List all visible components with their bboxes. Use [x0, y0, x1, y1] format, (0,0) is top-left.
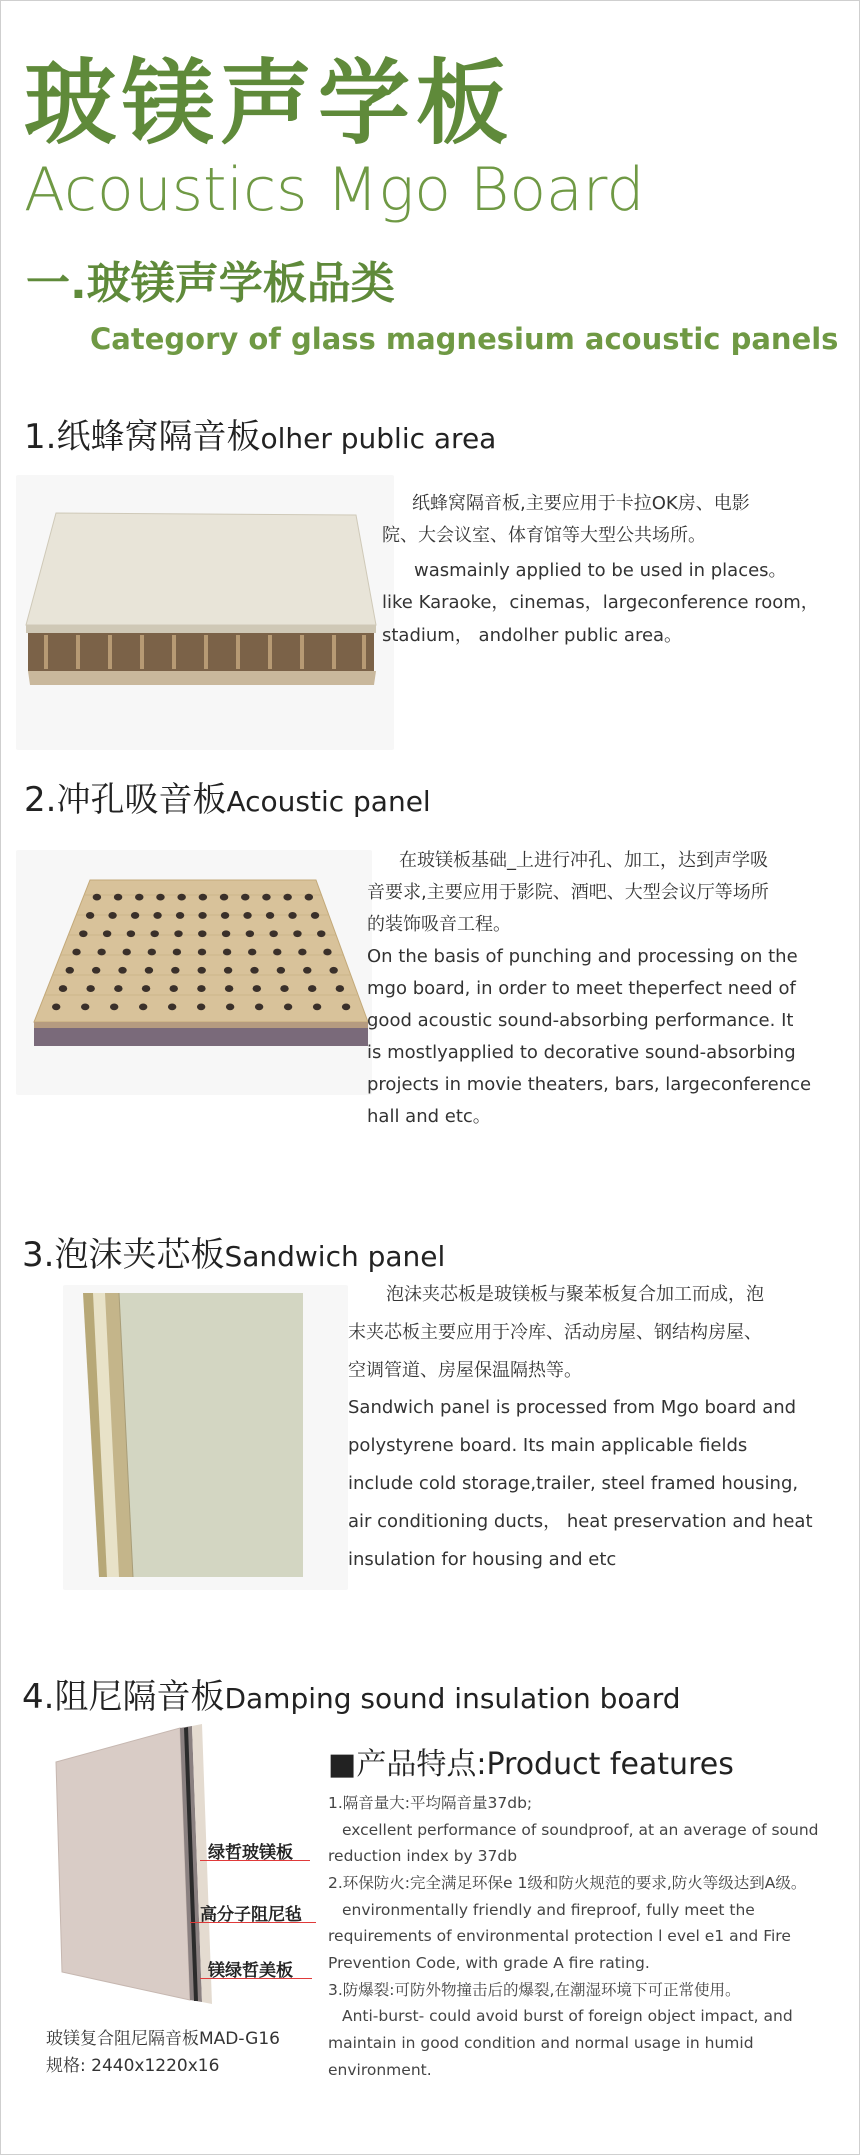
item3-desc-en-1: Sandwich panel is processed from Mgo board and: [348, 1397, 797, 1419]
perforation-hole: [131, 912, 139, 919]
perforation-hole: [342, 1003, 350, 1010]
perforation-hole: [197, 1003, 205, 1010]
layer3-label: 镁绿哲美板: [208, 1961, 293, 1981]
perforation-hole: [329, 967, 337, 974]
perforation-hole: [127, 930, 135, 937]
perforation-hole: [298, 949, 306, 956]
perforation-hole: [151, 930, 159, 937]
perforation-hole: [277, 967, 285, 974]
perforation-hole: [114, 894, 122, 901]
item1-title-cn: 1.纸蜂窝隔音板: [24, 417, 261, 457]
perforation-hole: [173, 949, 181, 956]
perforation-hole: [284, 1003, 292, 1010]
feature2-title: 2.环保防火:完全满足环保e 1级和防火规范的要求,防火等级达到A级。: [328, 1873, 807, 1892]
perforation-hole: [313, 1003, 321, 1010]
feature2-en-2: requirements of environmental protection l evel e1 and Fire: [328, 1927, 791, 1946]
page-title-en: Acoustics Mgo Board: [24, 155, 645, 225]
item2-title-en: Acoustic panel: [226, 785, 431, 818]
item2-desc-en-1: On the basis of punching and processing on the: [367, 946, 798, 968]
perforation-hole: [269, 930, 277, 937]
perforation-hole: [110, 1003, 118, 1010]
perforation-hole: [308, 985, 316, 992]
perforation-hole: [171, 967, 179, 974]
feature2-en-3: Prevention Code, with grade A fire rating.: [328, 1953, 650, 1972]
perforation-hole: [293, 930, 301, 937]
item1-desc-en-3: stadium， andolher public area。: [382, 624, 683, 646]
perforation-hole: [153, 912, 161, 919]
perforation-hole: [224, 967, 232, 974]
perforation-hole: [283, 894, 291, 901]
perforation-hole: [145, 967, 153, 974]
item3-desc-cn-1: 泡沫夹芯板是玻镁板与聚苯板复合加工而成，泡: [386, 1284, 764, 1305]
perforation-hole: [174, 930, 182, 937]
item2-desc-cn-2: 音要求,主要应用于影院、酒吧、大型会议厅等场所: [367, 882, 769, 904]
sandwich-panel-image: [63, 1285, 348, 1590]
perforation-hole: [221, 912, 229, 919]
item2-desc-en-5: projects in movie theaters, bars, largeconference: [367, 1074, 812, 1096]
perforation-hole: [303, 967, 311, 974]
item3-desc-en-3: include cold storage,trailer, steel framed housing,: [348, 1472, 799, 1494]
feature1-en-2: reduction index by 37db: [328, 1847, 518, 1866]
perforation-hole: [255, 1003, 263, 1010]
feature1-title: 1.隔音量大:平均隔音量37db;: [328, 1794, 533, 1812]
perforation-hole: [248, 949, 256, 956]
item3-desc-cn-2: 末夹芯板主要应用于冷库、活动房屋、钢结构房屋、: [348, 1321, 762, 1343]
perforation-hole: [92, 967, 100, 974]
perforation-hole: [79, 930, 87, 937]
feature3-en-3: environment.: [328, 2060, 432, 2079]
perforation-hole: [103, 930, 111, 937]
perforation-hole: [114, 985, 122, 992]
perforation-hole: [123, 949, 131, 956]
item2-desc-en-4: is mostlyapplied to decorative sound-absorbing: [367, 1042, 796, 1064]
item1-desc-cn-1: 纸蜂窝隔音板,主要应用于卡拉OK房、电影: [412, 493, 750, 514]
item2-desc-en-2: mgo board, in order to meet theperfect need of: [367, 978, 796, 1000]
features-heading: ■产品特点:Product features: [328, 1747, 734, 1782]
perforation-hole: [246, 930, 254, 937]
item3-heading: [22, 1235, 446, 1275]
item2-title-cn: 2.冲孔吸音板: [24, 780, 227, 820]
perforation-hole: [93, 894, 101, 901]
perforation-hole: [139, 1003, 147, 1010]
item2-desc-en-3: good acoustic sound-absorbing performance. It: [367, 1010, 794, 1032]
perforation-hole: [243, 912, 251, 919]
item3-desc-en-2: polystyrene board. Its main applicable fields: [348, 1435, 748, 1457]
feature3-en-1: Anti-burst- could avoid burst of foreign object impact, and: [342, 2007, 793, 2026]
perforation-hole: [52, 1003, 60, 1010]
perforation-hole: [225, 985, 233, 992]
item1-heading: [24, 417, 497, 457]
feature1-en-1: excellent performance of soundproof, at an average of sound: [342, 1820, 819, 1839]
item3-desc-en-4: air conditioning ducts， heat preservation and heat: [348, 1510, 813, 1532]
perforation-hole: [250, 967, 258, 974]
perforation-hole: [262, 894, 270, 901]
page-title-cn: 玻镁声学板: [24, 50, 515, 157]
perforation-hole: [266, 912, 274, 919]
category-title-cn: 一.玻镁声学板品类: [26, 258, 395, 309]
perforation-hole: [148, 949, 156, 956]
item3-title-en: Sandwich panel: [224, 1240, 446, 1273]
layer2-label: 高分子阻尼毡: [200, 1905, 302, 1925]
perforation-hole: [197, 985, 205, 992]
item1-title-en: olher public area: [260, 422, 497, 455]
perforation-hole: [288, 912, 296, 919]
perforation-hole: [177, 894, 185, 901]
item2-desc-cn-1: 在玻镁板基础_上进行冲孔、加工，达到声学吸: [399, 850, 768, 871]
perforation-hole: [241, 894, 249, 901]
damping-board-image: [50, 1722, 340, 2012]
perforation-hole: [198, 930, 206, 937]
feature3-title: 3.防爆裂:可防外物撞击后的爆裂,在潮湿环境下可正常使用。: [328, 1980, 741, 1999]
item1-description: [382, 488, 842, 652]
item2-desc-cn-3: 的装饰吸音工程。: [367, 914, 511, 936]
perforation-hole: [86, 912, 94, 919]
item4-title-en: Damping sound insulation board: [224, 1682, 681, 1715]
caption-model: 玻镁复合阻尼隔音板MAD-G16: [46, 2029, 280, 2049]
perforation-hole: [280, 985, 288, 992]
perforation-hole: [81, 1003, 89, 1010]
item2-desc-en-6: hall and etc。: [367, 1106, 491, 1128]
perforation-hole: [253, 985, 261, 992]
perforation-hole: [311, 912, 319, 919]
item1-desc-cn-2: 院、大会议室、体育馆等大型公共场所。: [382, 525, 706, 547]
item1-desc-en-2: like Karaoke，cinemas，largeconference room，: [382, 592, 819, 614]
feature3-en-2: maintain in good condition and normal usage in humid: [328, 2033, 754, 2052]
perforation-hole: [226, 1003, 234, 1010]
perforation-hole: [156, 894, 164, 901]
features-list: [328, 1790, 828, 2083]
perforation-hole: [198, 912, 206, 919]
feature2-en-1: environmentally friendly and fireproof, fully meet the: [342, 1900, 755, 1919]
item4-heading: [22, 1677, 681, 1717]
perforation-hole: [108, 912, 116, 919]
perforation-hole: [198, 967, 206, 974]
perforation-hole: [199, 894, 207, 901]
perforation-hole: [59, 985, 67, 992]
perforation-hole: [222, 930, 230, 937]
perforation-hole: [176, 912, 184, 919]
perforation-hole: [273, 949, 281, 956]
perforated-acoustic-panel-image: [16, 850, 372, 1095]
perforation-hole: [135, 894, 143, 901]
item1-desc-en-1: wasmainly applied to be used in places。: [414, 559, 787, 581]
perforation-hole: [66, 967, 74, 974]
perforation-hole: [305, 894, 313, 901]
item3-title-cn: 3.泡沫夹芯板: [22, 1235, 225, 1275]
perforation-hole: [97, 949, 105, 956]
perforation-hole: [198, 949, 206, 956]
perforation-hole: [142, 985, 150, 992]
damping-board-caption: [46, 2026, 280, 2080]
perforation-hole: [223, 949, 231, 956]
category-title-en: Category of glass magnesium acoustic panels: [90, 322, 839, 356]
caption-size: 规格: 2440x1220x16: [46, 2056, 220, 2077]
perforation-hole: [170, 985, 178, 992]
layer1-label: 绿哲玻镁板: [208, 1843, 293, 1863]
item3-description: [348, 1276, 848, 1578]
paper-honeycomb-board-image: [16, 475, 394, 750]
perforation-hole: [72, 949, 80, 956]
perforation-hole: [220, 894, 228, 901]
item4-title-cn: 4.阻尼隔音板: [22, 1677, 225, 1717]
perforation-hole: [317, 930, 325, 937]
item2-heading: [24, 780, 431, 820]
perforation-hole: [86, 985, 94, 992]
item3-desc-cn-3: 空调管道、房屋保温隔热等。: [348, 1359, 582, 1381]
perforation-hole: [118, 967, 126, 974]
item3-desc-en-5: insulation for housing and etc: [348, 1548, 617, 1570]
perforation-hole: [168, 1003, 176, 1010]
perforation-hole: [336, 985, 344, 992]
item2-description: [367, 845, 847, 1133]
perforation-hole: [323, 949, 331, 956]
